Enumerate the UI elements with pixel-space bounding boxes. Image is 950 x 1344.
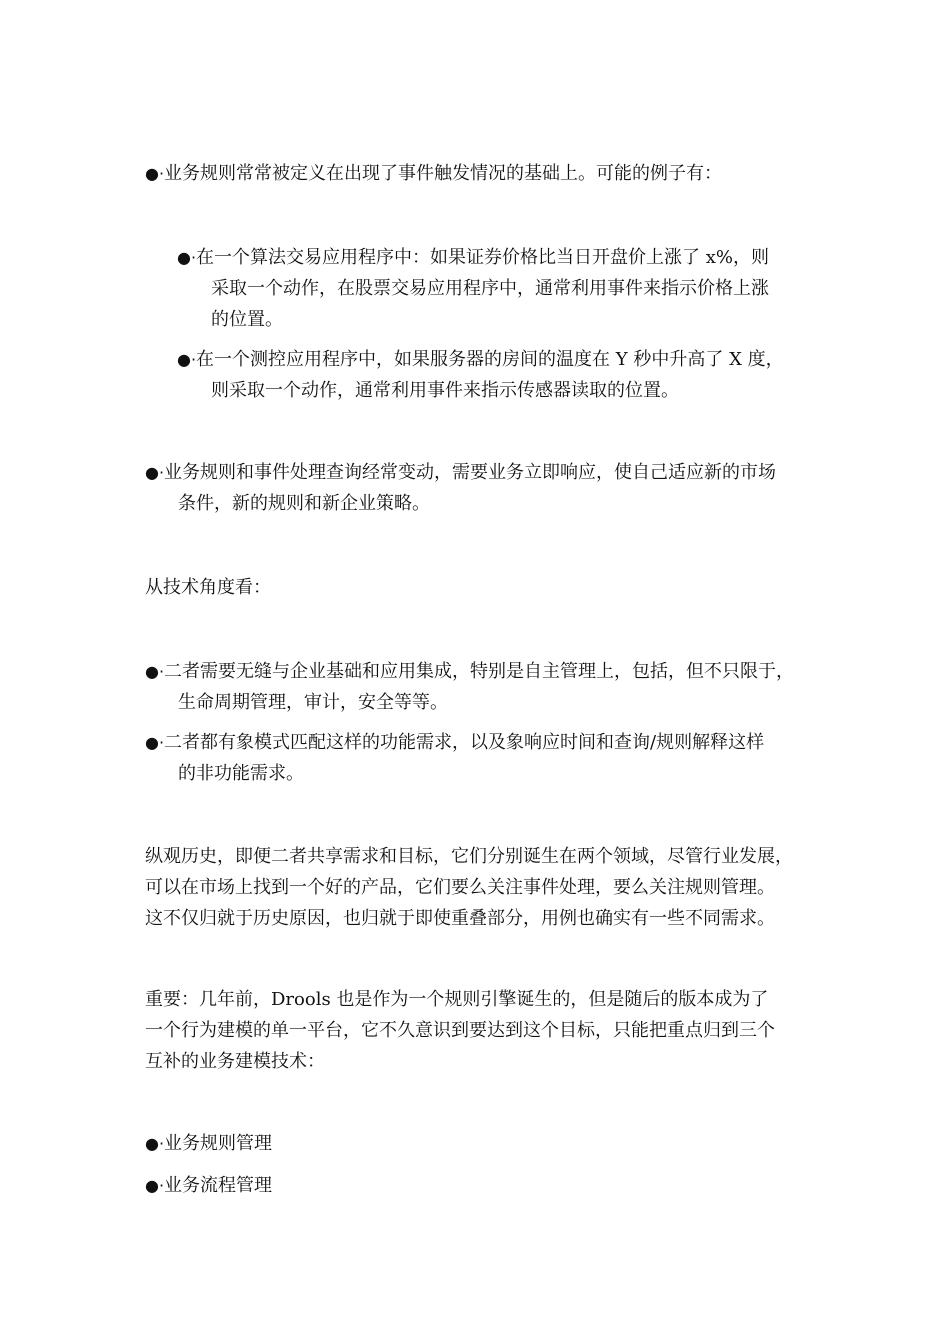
bullet-text: 条件，新的规则和新企业策略。 — [178, 493, 430, 514]
bullet-line — [145, 656, 825, 687]
paragraph-line: 互补的业务建模技术： — [145, 1051, 325, 1072]
bullet-text: 业务规则管理 — [164, 1133, 273, 1154]
sub-bullet-algorithmic-trading — [177, 242, 827, 335]
bullet-text: 在一个算法交易应用程序中：如果证券价格比当日开盘价上涨了 x%，则 — [196, 247, 770, 268]
bullet-icon: ●· — [145, 164, 165, 183]
bullet-icon: ●· — [145, 733, 165, 752]
paragraph-line: 纵观历史，即便二者共享需求和目标，它们分别诞生在两个领域，尽管行业发展， — [145, 846, 793, 867]
bullet-text: 在一个测控应用程序中，如果服务器的房间的温度在 Y 秒中升高了 X 度， — [196, 349, 784, 370]
bullet-line — [145, 1170, 825, 1201]
paragraph-drools — [145, 984, 825, 1077]
bullet-icon: ●· — [145, 1134, 165, 1153]
bullet-icon: ●· — [177, 350, 197, 369]
bullet-text: 业务规则常常被定义在出现了事件触发情况的基础上。可能的例子有： — [164, 163, 723, 184]
bullet-text: 的位置。 — [211, 309, 283, 330]
bullet-integration — [145, 656, 825, 718]
sub-bullet-monitoring — [177, 344, 827, 406]
paragraph-line: 这不仅归就于历史原因，也归就于即使重叠部分，用例也确实有一些不同需求。 — [145, 908, 775, 929]
bullet-icon: ●· — [145, 1176, 165, 1195]
bullet-business-rules-management — [145, 1128, 825, 1159]
bullet-icon: ●· — [145, 463, 165, 482]
bullet-text: 业务规则和事件处理查询经常变动，需要业务立即响应，使自己适应新的市场 — [164, 462, 777, 483]
bullet-text: 的非功能需求。 — [178, 763, 304, 784]
bullet-text: 二者需要无缝与企业基础和应用集成，特别是自主管理上，包括，但不只限于， — [164, 661, 795, 682]
bullet-functional-requirements — [145, 727, 825, 789]
bullet-line — [145, 457, 825, 488]
bullet-business-process-management — [145, 1170, 825, 1201]
bullet-rules-events — [145, 158, 825, 189]
bullet-rules-change — [145, 457, 825, 519]
paragraph-line: 可以在市场上找到一个好的产品，它们要么关注事件处理，要么关注规则管理。 — [145, 877, 775, 898]
bullet-line — [145, 727, 825, 758]
bullet-line — [177, 242, 827, 273]
paragraph-line: 重要：几年前，Drools 也是作为一个规则引擎诞生的，但是随后的版本成为了 — [145, 989, 769, 1010]
bullet-line — [145, 1128, 825, 1159]
heading-technical-view — [145, 572, 825, 603]
bullet-text: 业务流程管理 — [164, 1175, 273, 1196]
heading-text: 从技术角度看： — [145, 577, 271, 598]
bullet-text: 生命周期管理，审计，安全等等。 — [178, 692, 448, 713]
paragraph-history — [145, 841, 825, 934]
bullet-text: 二者都有象模式匹配这样的功能需求，以及象响应时间和查询/规则解释这样 — [164, 732, 765, 753]
paragraph-line: 一个行为建模的单一平台，它不久意识到要达到这个目标，只能把重点归到三个 — [145, 1020, 775, 1041]
bullet-text: 采取一个动作，在股票交易应用程序中，通常利用事件来指示价格上涨 — [211, 278, 769, 299]
bullet-icon: ●· — [177, 248, 197, 267]
bullet-line — [145, 158, 825, 189]
bullet-icon: ●· — [145, 662, 165, 681]
bullet-text: 则采取一个动作，通常利用事件来指示传感器读取的位置。 — [211, 380, 679, 401]
bullet-line — [177, 344, 827, 375]
